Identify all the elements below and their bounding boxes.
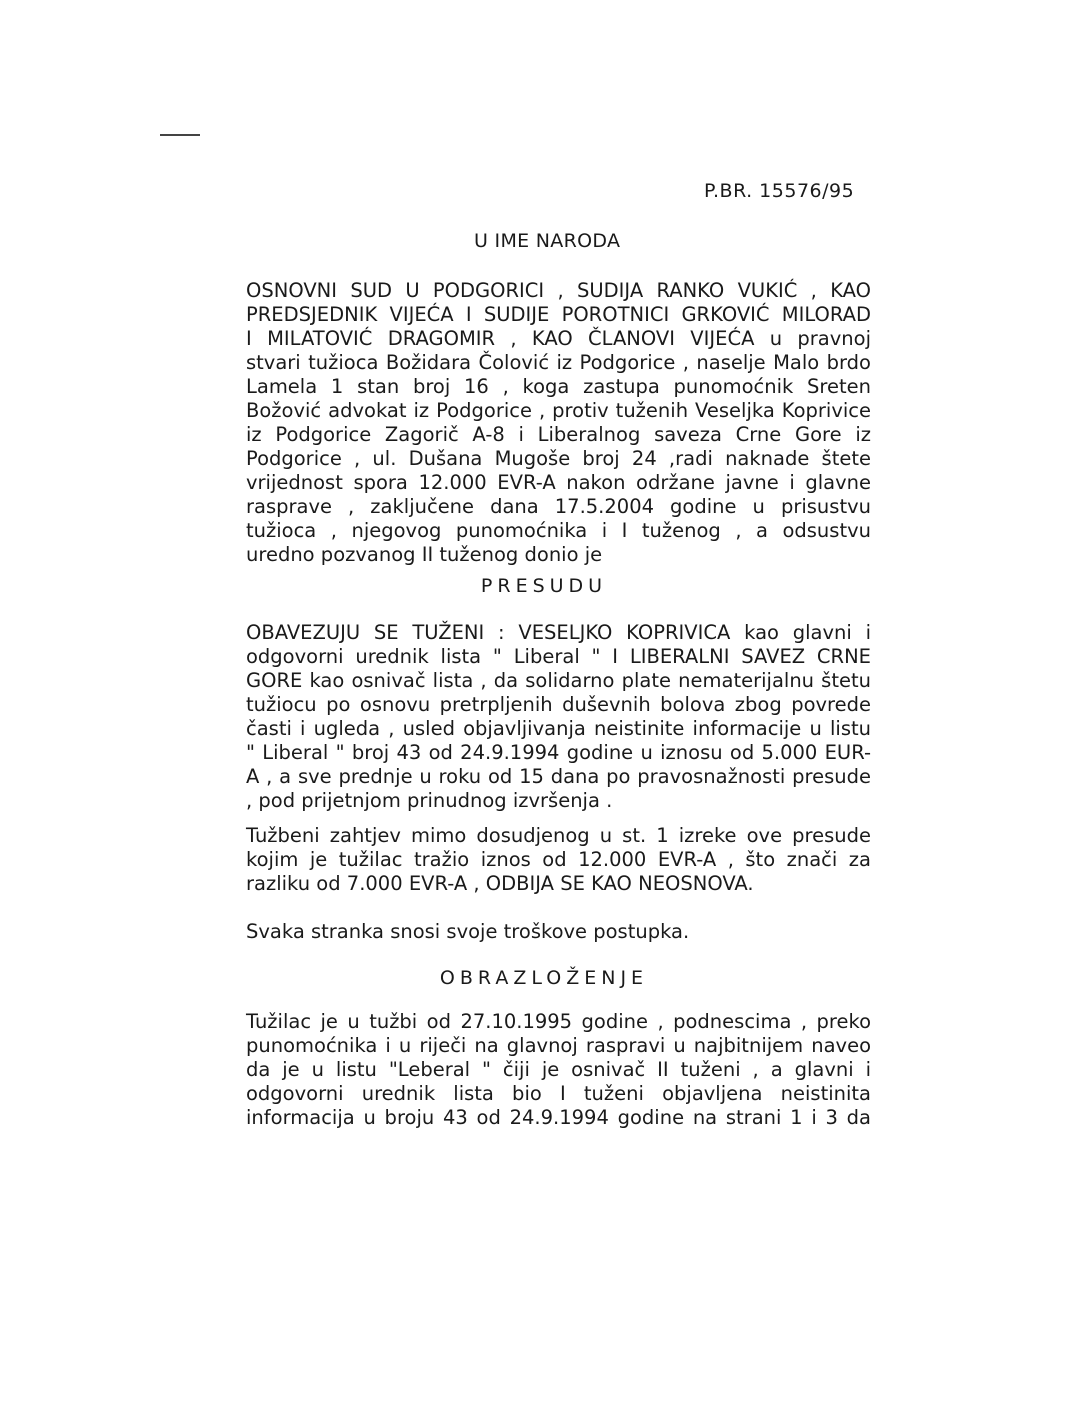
text-line: Podgorice , ul. Dušana Mugoše broj 24 ,radi naknade štete [246,447,871,470]
text-line: OSNOVNI SUD U PODGORICI , SUDIJA RANKO VUKIĆ , KAO [246,279,871,302]
text-line: Tužbeni zahtjev mimo dosudjenog u st. 1 izreke ove presude [246,824,871,847]
reasoning-paragraph [246,1010,871,1130]
text-line: odgovorni urednik lista " Liberal " I LIBERALNI SAVEZ CRNE [246,645,871,668]
verdict-title: PRESUDU [480,575,608,597]
verdict-paragraph [246,621,871,813]
text-line: Lamela 1 stan broj 16 , koga zastupa punomoćnik Sreten [246,375,871,398]
costs-paragraph [246,920,871,944]
text-line: Svaka stranka snosi svoje troškove postupka. [246,920,690,943]
text-line: tužioca , njegovog punomoćnika i I tuženog , a odsustvu [246,519,871,542]
text-line: rasprave , zaključene dana 17.5.2004 godine u prisustvu [246,495,871,518]
text-line: punomoćnika i u riječi na glavnoj raspravi u najbitnijem naveo [246,1034,871,1057]
text-line: kojim je tužilac tražio iznos od 12.000 EVR-A , što znači za [246,848,871,871]
document-heading: U IME NARODA [474,230,621,252]
text-line: Božović advokat iz Podgorice , protiv tuženih Veseljka Koprivice [246,399,871,422]
reasoning-title: OBRAZLOŽENJE [439,967,649,989]
intro-paragraph [246,279,871,567]
text-line: časti i ugleda , usled objavljivanja neistinite informacije u listu [246,717,871,740]
text-line: " Liberal " broj 43 od 24.9.1994 godine u iznosu od 5.000 EUR- [246,741,871,764]
text-line: , pod prijetnjom prinudnog izvršenja . [246,789,613,812]
text-line: OBAVEZUJU SE TUŽENI : VESELJKO KOPRIVICA kao glavni i [246,621,871,644]
text-line: PREDSJEDNIK VIJEĆA I SUDIJE POROTNICI GRKOVIĆ MILORAD [246,303,871,326]
text-line: iz Podgorice Zagorič A-8 i Liberalnog saveza Crne Gore iz [246,423,871,446]
text-line: A , a sve prednje u roku od 15 dana po pravosnažnosti presude [246,765,871,788]
text-line: razliku od 7.000 EVR-A , ODBIJA SE KAO NEOSNOVA. [246,872,754,895]
text-line: tužiocu po osnovu pretrpljenih duševnih bolova zbog povrede [246,693,871,716]
text-line: Tužilac je u tužbi od 27.10.1995 godine , podnescima , preko [246,1010,871,1033]
text-line: I MILATOVIĆ DRAGOMIR , KAO ČLANOVI VIJEĆA u pravnoj [246,327,871,350]
text-line: vrijednost spora 12.000 EVR-A nakon održane javne i glavne [246,471,871,494]
case-number: P.BR. 15576/95 [704,180,855,202]
text-line: informacija u broju 43 od 24.9.1994 godine na strani 1 i 3 da [246,1106,871,1129]
rejection-paragraph [246,824,871,896]
text-line: odgovorni urednik lista bio I tuženi objavljena neistinita [246,1082,871,1105]
text-line: da je u listu "Leberal " čiji je osnivač II tuženi , a glavni i [246,1058,871,1081]
text-line: uredno pozvanog II tuženog donio je [246,543,603,566]
text-line: GORE kao osnivač lista , da solidarno plate nematerijalnu štetu [246,669,871,692]
text-line: stvari tužioca Božidara Čolović iz Podgorice , naselje Malo brdo [246,351,871,374]
scan-mark [160,134,200,136]
